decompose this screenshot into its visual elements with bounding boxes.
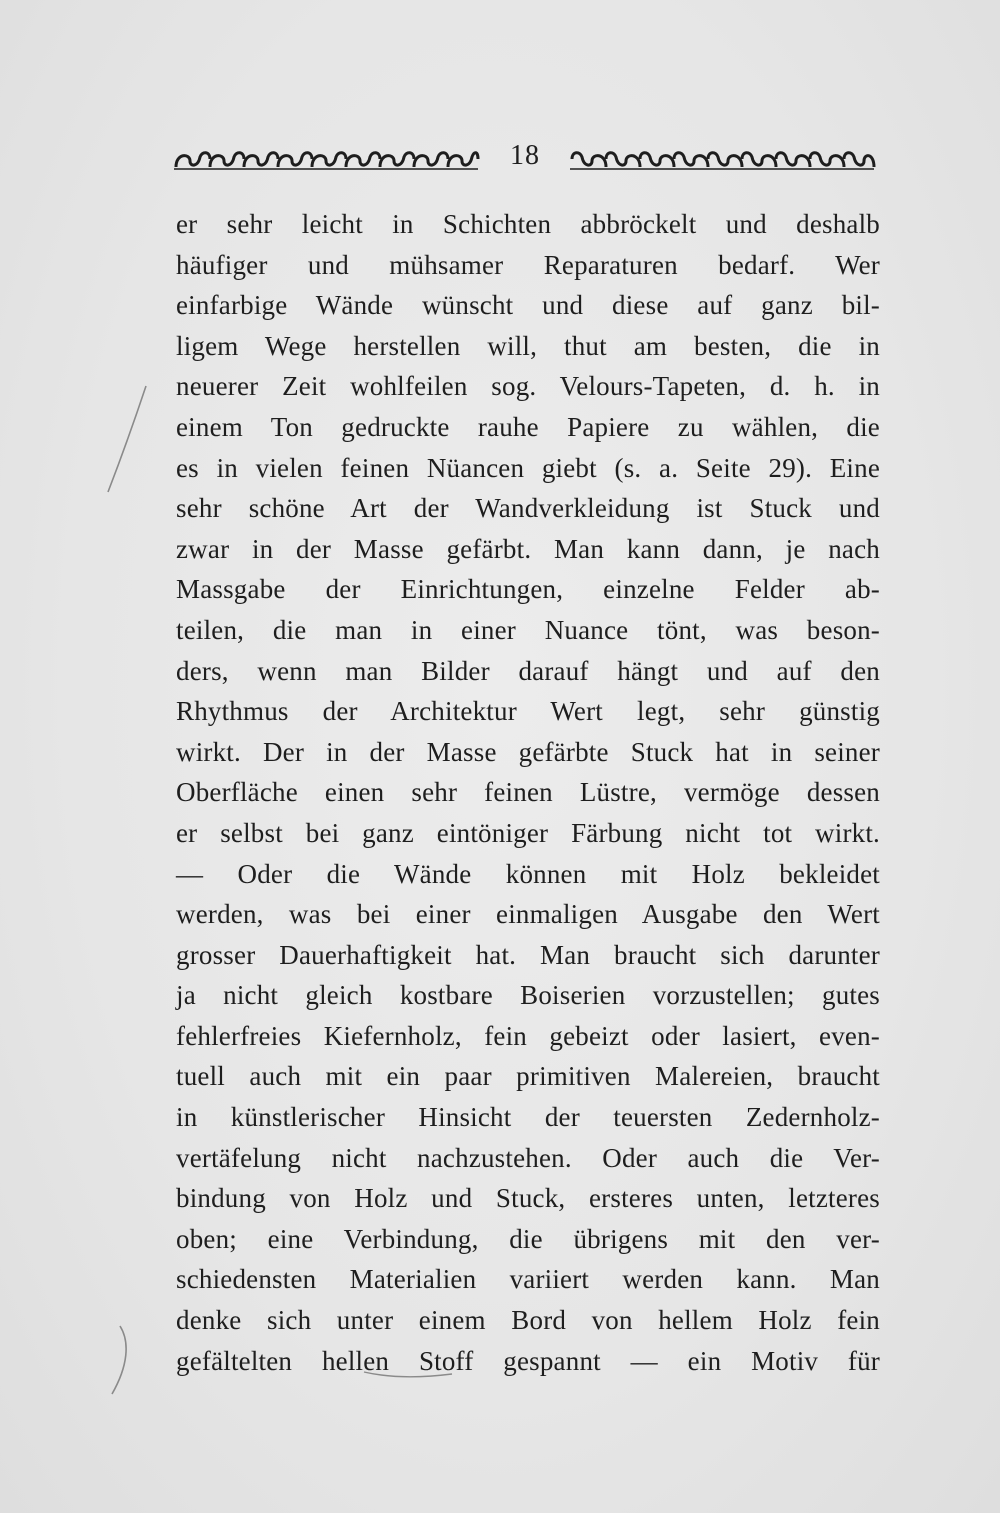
text-line: zwar in der Masse gefärbt. Man kann dann, je nach [176, 533, 880, 564]
text-line: wirkt. Der in der Masse gefärbte Stuck hat in seiner [176, 736, 880, 767]
text-line: Rhythmus der Architektur Wert legt, sehr günstig [176, 696, 880, 727]
wave-ornament-left-icon [172, 147, 482, 173]
text-line: einfarbige Wände wünscht und diese auf ganz bil- [176, 290, 880, 321]
body-text [176, 204, 880, 1381]
text-line: es in vielen feinen Nüancen giebt (s. a. Seite 29). Eine [176, 452, 880, 483]
pencil-underline [360, 1360, 460, 1384]
pencil-mark-lower [104, 1322, 144, 1402]
page-number: 18 [510, 140, 540, 171]
text-line: Massgabe der Einrichtungen, einzelne Felder ab- [176, 574, 880, 605]
text-line: ligem Wege herstellen will, thut am besten, die in [176, 330, 880, 361]
text-line: grosser Dauerhaftigkeit hat. Man braucht sich darunter [176, 939, 880, 970]
text-line: gefältelten hellen Stoff gespannt — ein Motiv für [176, 1345, 880, 1376]
text-line: sehr schöne Art der Wandverkleidung ist Stuck und [176, 493, 880, 524]
text-line: teilen, die man in einer Nuance tönt, was beson- [176, 614, 880, 645]
pencil-mark-upper [98, 380, 158, 500]
page-header [172, 140, 878, 180]
text-line: häufiger und mühsamer Reparaturen bedarf. Wer [176, 249, 880, 280]
text-line: neuerer Zeit wohlfeilen sog. Velours-Tapeten, d. h. in [176, 371, 880, 402]
text-line: in künstlerischer Hinsicht der teuersten Zedernholz- [176, 1102, 880, 1133]
text-line: Oberfläche einen sehr feinen Lüstre, vermöge dessen [176, 777, 880, 808]
text-line: tuell auch mit ein paar primitiven Malereien, braucht [176, 1061, 880, 1092]
text-line: schiedensten Materialien variiert werden kann. Man [176, 1264, 880, 1295]
text-line: ders, wenn man Bilder darauf hängt und auf den [176, 655, 880, 686]
text-line: einem Ton gedruckte rauhe Papiere zu wählen, die [176, 411, 880, 442]
text-line: ja nicht gleich kostbare Boiserien vorzustellen; gutes [176, 980, 880, 1011]
wave-ornament-right-icon [568, 147, 878, 173]
text-line: denke sich unter einem Bord von hellem Holz fein [176, 1305, 880, 1336]
text-line: er sehr leicht in Schichten abbröckelt und deshalb [176, 209, 880, 239]
text-line: — Oder die Wände können mit Holz bekleidet [176, 858, 880, 889]
text-line: vertäfelung nicht nachzustehen. Oder auch die Ver- [176, 1142, 880, 1173]
text-line: werden, was bei einer einmaligen Ausgabe den Wert [176, 899, 880, 930]
text-line: oben; eine Verbindung, die übrigens mit den ver- [176, 1223, 880, 1254]
text-line: er selbst bei ganz eintöniger Färbung nicht tot wirkt. [176, 817, 880, 848]
text-line: fehlerfreies Kiefernholz, fein gebeizt oder lasiert, even- [176, 1020, 880, 1051]
text-line: bindung von Holz und Stuck, ersteres unten, letzteres [176, 1183, 880, 1214]
